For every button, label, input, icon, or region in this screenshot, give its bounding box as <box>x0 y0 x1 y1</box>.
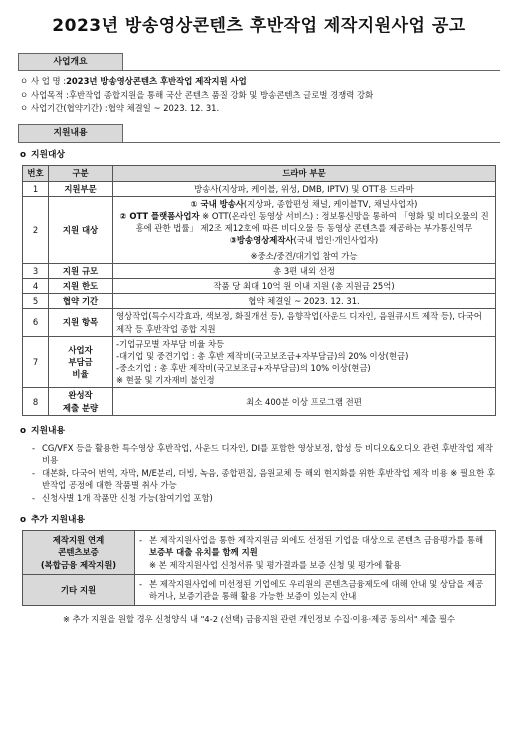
row-category: 지원 규모 <box>49 263 113 278</box>
row-content: 총 3편 내외 선정 <box>113 263 496 278</box>
list-item: - CG/VFX 등을 활용한 특수영상 후반작업, 사운드 디자인, DI를 포함한 영상보정, 합성 등 비디오&오디오 관련 후반작업 제작 비용 <box>32 442 493 465</box>
dash-bullet-icon: - <box>32 467 36 478</box>
target-line-3: ③방송영상제작사(국내 법인·개인사업자) <box>229 235 379 246</box>
footnote: ※ 추가 지원을 원할 경우 신청양식 내 "4-2 (선택) 금융지원 관련 개인정보 수집·이용·제공 동의서" 제출 필수 <box>62 614 456 625</box>
row-category: 사업자 부담금 비율 <box>49 336 113 388</box>
overview-label: 사업기간(협약기간) : <box>31 102 108 113</box>
target-line-1: ① 국내 방송사(지상파, 종합편성 채널, 케이블TV, 채널사업자) <box>190 198 418 209</box>
row-content: 영상작업(특수시각효과, 색보정, 화질개선 등), 음향작업(사운드 디자인, 음원큐시트 제작 등), 다국어 제작 등 후반작업 종합 지원 <box>113 309 496 336</box>
row-category: 완성작 제출 분량 <box>49 388 113 415</box>
row-category: 지원 한도 <box>49 278 113 293</box>
table-row <box>23 531 496 575</box>
row-number: 7 <box>23 336 49 388</box>
row-category: 지원 항목 <box>49 309 113 336</box>
row-category: 협약 기간 <box>49 294 113 309</box>
overview-value: 후반작업 종합지원을 통해 국산 콘텐츠 품질 강화 및 방송콘텐츠 글로벌 경쟁력 강화 <box>68 89 374 100</box>
overview-item-period <box>20 102 500 114</box>
list-item: - 신청사별 1개 작품만 신청 가능(참여기업 포함) <box>32 493 213 504</box>
dash-bullet-icon: - <box>32 442 36 453</box>
burden-line-1: -기업규모별 자부담 비율 차등 <box>116 338 225 349</box>
row-content: 협약 체결일 ~ 2023. 12. 31. <box>113 294 496 309</box>
header-drama: 드라마 부문 <box>113 166 496 181</box>
overview-section <box>18 53 500 114</box>
extra-support-table <box>22 530 496 606</box>
table-row <box>23 309 496 336</box>
extra-support-heading: o 추가 지원내용 <box>20 514 86 525</box>
table-row <box>23 196 496 263</box>
extra-line-1: - 본 제작지원사업을 통한 제작지원금 외에도 선정된 기업을 대상으로 콘텐츠 금융평가를 통해 보증부 대출 유치를 함께 지원 <box>139 535 484 558</box>
table-header-row <box>23 166 496 181</box>
overview-value: 협약 체결일 ~ 2023. 12. 31. <box>107 102 220 113</box>
burden-line-2: -대기업 및 중견기업 : 총 후반 제작비(국고보조금+자부담금)의 20% 이상(현금) <box>116 350 409 361</box>
row-number: 8 <box>23 388 49 415</box>
circle-bullet-icon: ㅇ <box>20 102 29 113</box>
burden-line-3: -중소기업 : 총 후반 제작비(국고보조금+자부담금)의 10% 이상(현금) <box>116 363 371 374</box>
overview-item-name <box>20 75 500 87</box>
table-row <box>23 574 496 605</box>
header-category: 구분 <box>49 166 113 181</box>
o-bullet-icon: o <box>20 514 27 525</box>
extra-line-2: ※ 본 제작지원사업 신청서류 및 평가결과를 보증 신청 및 평가에 활용 <box>149 559 402 570</box>
table-row <box>23 181 496 196</box>
o-bullet-icon: o <box>20 149 27 160</box>
overview-label: 사업목적 : <box>31 89 69 100</box>
burden-line-4: ※ 현물 및 기자재비 불인정 <box>116 375 215 386</box>
row-number: 3 <box>23 263 49 278</box>
extra-row-content <box>135 531 496 575</box>
target-line-2: ② OTT 플랫폼사업자 ※ OTT(온라인 동영상 서비스) : 정보통신망을 통하여 「영화 및 비디오물의 진흥에 관한 법률」 제2조 제12호에 따른 비디오물 등 동영상 콘텐츠를 제공하는 부가통신역무 <box>119 211 489 234</box>
overview-list <box>20 75 500 114</box>
circle-bullet-icon: ㅇ <box>20 89 29 100</box>
target-heading: o 지원대상 <box>20 149 65 160</box>
row-number: 1 <box>23 181 49 196</box>
page-title: 2023년 방송영상콘텐츠 후반작업 제작지원사업 공고 <box>52 16 466 36</box>
row-content: 최소 400분 이상 프로그램 전편 <box>113 388 496 415</box>
overview-label: 사 업 명 : <box>31 76 67 87</box>
extra-row-label: 제작지원 연계 콘텐츠보증 (복합금융 제작지원) <box>23 531 135 575</box>
overview-value: 2023년 방송영상콘텐츠 후반작업 제작지원 사업 <box>66 76 247 87</box>
row-content <box>113 196 496 263</box>
dash-bullet-icon: - <box>139 535 143 546</box>
row-content: 작품 당 최대 10억 원 이내 지원 (총 지원금 25억) <box>113 278 496 293</box>
target-table <box>22 165 496 415</box>
extra-row-content <box>135 574 496 605</box>
row-content: 방송사(지상파, 케이블, 위성, DMB, IPTV) 및 OTT용 드라마 <box>113 181 496 196</box>
table-row <box>23 278 496 293</box>
target-line-4: ※중소/중견/대기업 참여 가능 <box>250 250 358 261</box>
table-row <box>23 294 496 309</box>
row-number: 5 <box>23 294 49 309</box>
circle-bullet-icon: ㅇ <box>20 76 29 87</box>
extra-row-label: 기타 지원 <box>23 574 135 605</box>
dash-bullet-icon: - <box>32 493 36 504</box>
dash-bullet-icon: - <box>139 578 143 589</box>
extra-line-1: - 본 제작지원사업에 미선정된 기업에도 우리원의 콘텐츠금융제도에 대해 안내 및 상담을 제공하거나, 보증기관을 통해 활용 가능한 보증이 있는지 안내 <box>139 578 484 602</box>
row-category: 지원부문 <box>49 181 113 196</box>
row-content <box>113 336 496 388</box>
section-header-overview: 사업개요 <box>18 53 123 72</box>
row-category: 지원 대상 <box>49 196 113 263</box>
support-content-list <box>32 442 500 505</box>
table-row <box>23 263 496 278</box>
support-content-heading: o 지원내용 <box>20 425 65 436</box>
table-row <box>23 388 496 415</box>
list-item: - 대본화, 다국어 번역, 자막, M/E분리, 더빙, 녹음, 종합편집, 음원교체 등 해외 현지화를 위한 후반작업 제작 비용 ※ 필요한 후반작업 공정에 대한 작품별 취사 가능 <box>32 467 495 491</box>
row-number: 2 <box>23 196 49 263</box>
header-num: 번호 <box>23 166 49 181</box>
support-section <box>18 124 500 625</box>
row-number: 4 <box>23 278 49 293</box>
section-header-support: 지원내용 <box>18 124 123 143</box>
o-bullet-icon: o <box>20 425 27 436</box>
overview-item-purpose <box>20 89 500 101</box>
table-row <box>23 336 496 388</box>
row-number: 6 <box>23 309 49 336</box>
